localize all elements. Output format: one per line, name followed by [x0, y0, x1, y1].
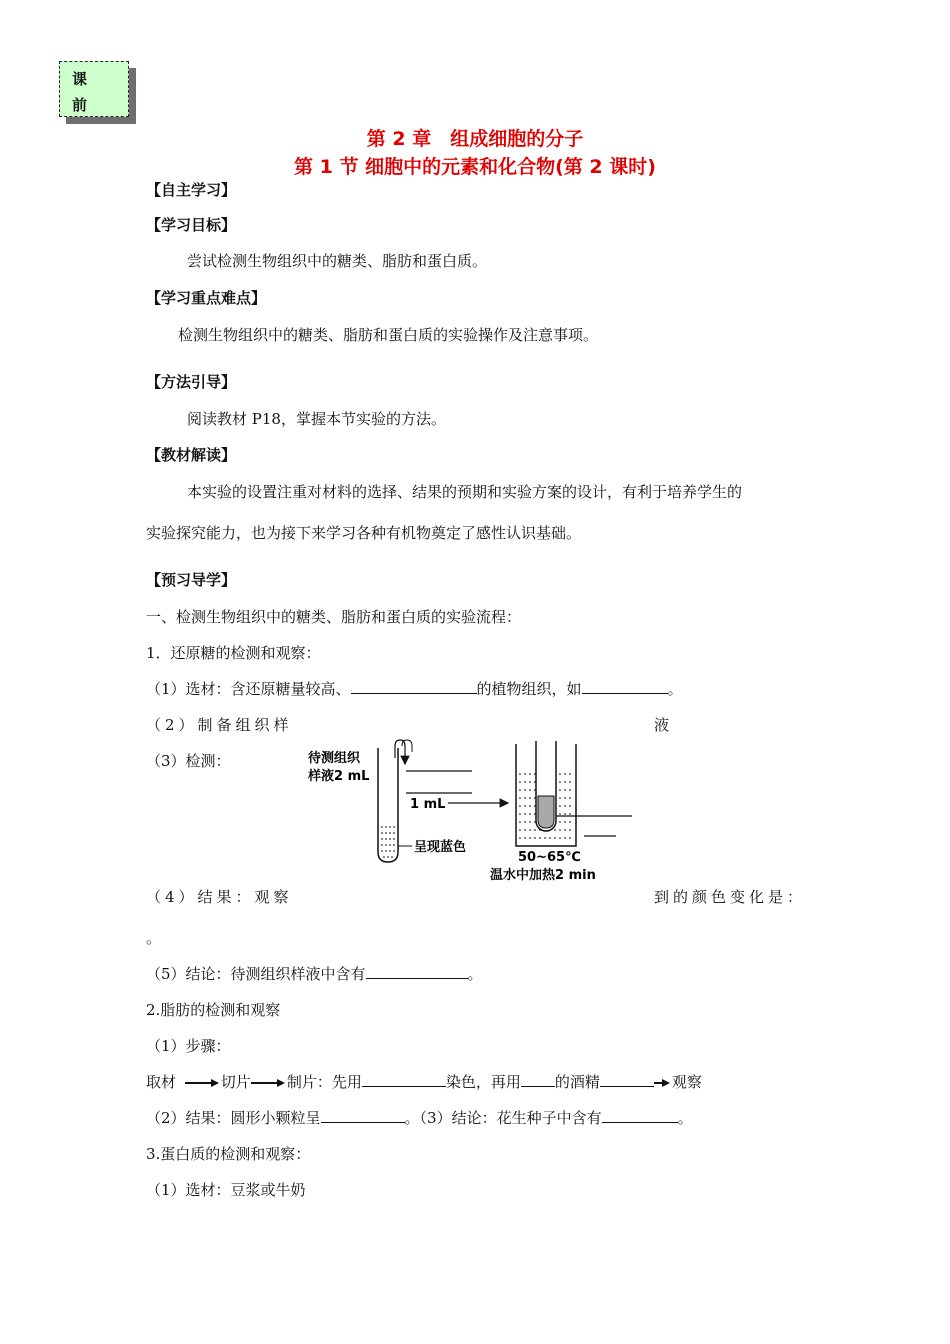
conclusion-label: （5）结论：待测组织样液中含有 — [146, 965, 366, 983]
section-3-title: 3.蛋白质的检测和观察： — [146, 1145, 311, 1163]
select-material-line — [146, 678, 683, 699]
select-material-mid: 的植物组织，如 — [476, 680, 582, 698]
blank-stain[interactable] — [362, 1072, 446, 1087]
heat-label: 温水中加热2 min — [490, 868, 596, 883]
fat-steps-line — [146, 1071, 702, 1092]
method-text: 阅读教材 P18，掌握本节实验的方法。 — [187, 410, 446, 428]
steps-label: （1）步骤： — [146, 1037, 231, 1055]
blank-plant-example[interactable] — [582, 679, 668, 694]
badge-line-2: 前 — [72, 96, 88, 114]
step-stain: 染色，再用 — [445, 1073, 521, 1091]
left-tube-liquid — [381, 827, 395, 857]
arrow-icon — [251, 1078, 287, 1088]
amount-label: 1 mL — [410, 797, 446, 812]
blank-fat-color[interactable] — [321, 1108, 405, 1123]
result-color-label: 到的颜色变化是： — [654, 888, 807, 906]
select-material-end: 。 — [667, 680, 683, 698]
section-1-title: 1．还原糖的检测和观察： — [146, 644, 321, 662]
blank-alcohol-purpose[interactable] — [600, 1072, 654, 1087]
blank-fat-conclusion[interactable] — [602, 1108, 678, 1123]
conclusion-end: 。 — [467, 965, 483, 983]
section-title: 第 1 节 细胞中的元素和化合物(第 2 课时) — [294, 156, 656, 178]
detect-label: （3）检测： — [146, 752, 231, 770]
heading-key-points: 【学习重点难点】 — [146, 289, 267, 307]
heading-self-study: 【自主学习】 — [146, 181, 237, 199]
blank-alcohol-percent[interactable] — [521, 1072, 555, 1087]
textbook-line-1: 本实验的设置注重对材料的选择、结果的预期和实验方案的设计，有利于培养学生的 — [187, 483, 743, 501]
step-observe: 观察 — [671, 1073, 702, 1091]
result-observe-label: （4）结果：观察 — [146, 888, 293, 906]
heading-textbook: 【教材解读】 — [146, 446, 237, 464]
arrow-icon — [654, 1078, 672, 1088]
prepare-sample-label: （2）制备组织样 — [146, 716, 293, 734]
flow-intro: 一、检测生物组织中的糖类、脂肪和蛋白质的实验流程： — [146, 608, 522, 626]
step-slice: 切片 — [220, 1073, 251, 1091]
sample-label-line2: 样液2 mL — [308, 769, 370, 784]
step-alcohol: 的酒精 — [554, 1073, 600, 1091]
fat-conclusion-label: 。（3）结论：花生种子中含有 — [404, 1109, 602, 1127]
fat-result-label: （2）结果：圆形小颗粒呈 — [146, 1109, 321, 1127]
textbook-line-2: 实验探究能力，也为接下来学习各种有机物奠定了感性认识基础。 — [146, 524, 582, 542]
arrow-icon — [185, 1078, 221, 1088]
badge-line-1: 课 — [72, 70, 88, 88]
temp-label: 50~65℃ — [518, 850, 581, 865]
step-prepare: 制片：先用 — [286, 1073, 362, 1091]
blank-sugar-level[interactable] — [351, 679, 477, 694]
select-material-label: （1）选材：含还原糖量较高、 — [146, 680, 351, 698]
lesson-badge — [59, 61, 129, 117]
sample-label-line1: 待测组织 — [308, 751, 361, 766]
fat-conclusion-end: 。 — [677, 1109, 693, 1127]
key-points-text: 检测生物组织中的糖类、脂肪和蛋白质的实验操作及注意事项。 — [178, 326, 599, 344]
blue-label: 呈现蓝色 — [414, 840, 467, 855]
heading-goals: 【学习目标】 — [146, 216, 237, 234]
pour-arrow-hook — [402, 740, 412, 752]
chapter-title: 第 2 章 组成细胞的分子 — [366, 128, 584, 150]
result-end: 。 — [146, 929, 162, 947]
blank-conclusion[interactable] — [366, 964, 468, 979]
prepare-sample-end: 液 — [654, 716, 670, 734]
heated-tube-liquid — [538, 796, 554, 828]
section-2-title: 2.脂肪的检测和观察 — [146, 1001, 281, 1019]
heading-preview: 【预习导学】 — [146, 571, 237, 589]
step-take-material: 取材 — [146, 1073, 177, 1091]
goals-text: 尝试检测生物组织中的糖类、脂肪和蛋白质。 — [187, 252, 488, 270]
protein-material: （1）选材：豆浆或牛奶 — [146, 1181, 306, 1199]
fat-result-line — [146, 1107, 693, 1128]
reducing-sugar-diagram — [300, 738, 640, 886]
heading-method: 【方法引导】 — [146, 373, 237, 391]
conclusion-line — [146, 963, 483, 984]
tube-top-mask — [534, 738, 558, 768]
pour-arrow-left — [395, 740, 405, 764]
